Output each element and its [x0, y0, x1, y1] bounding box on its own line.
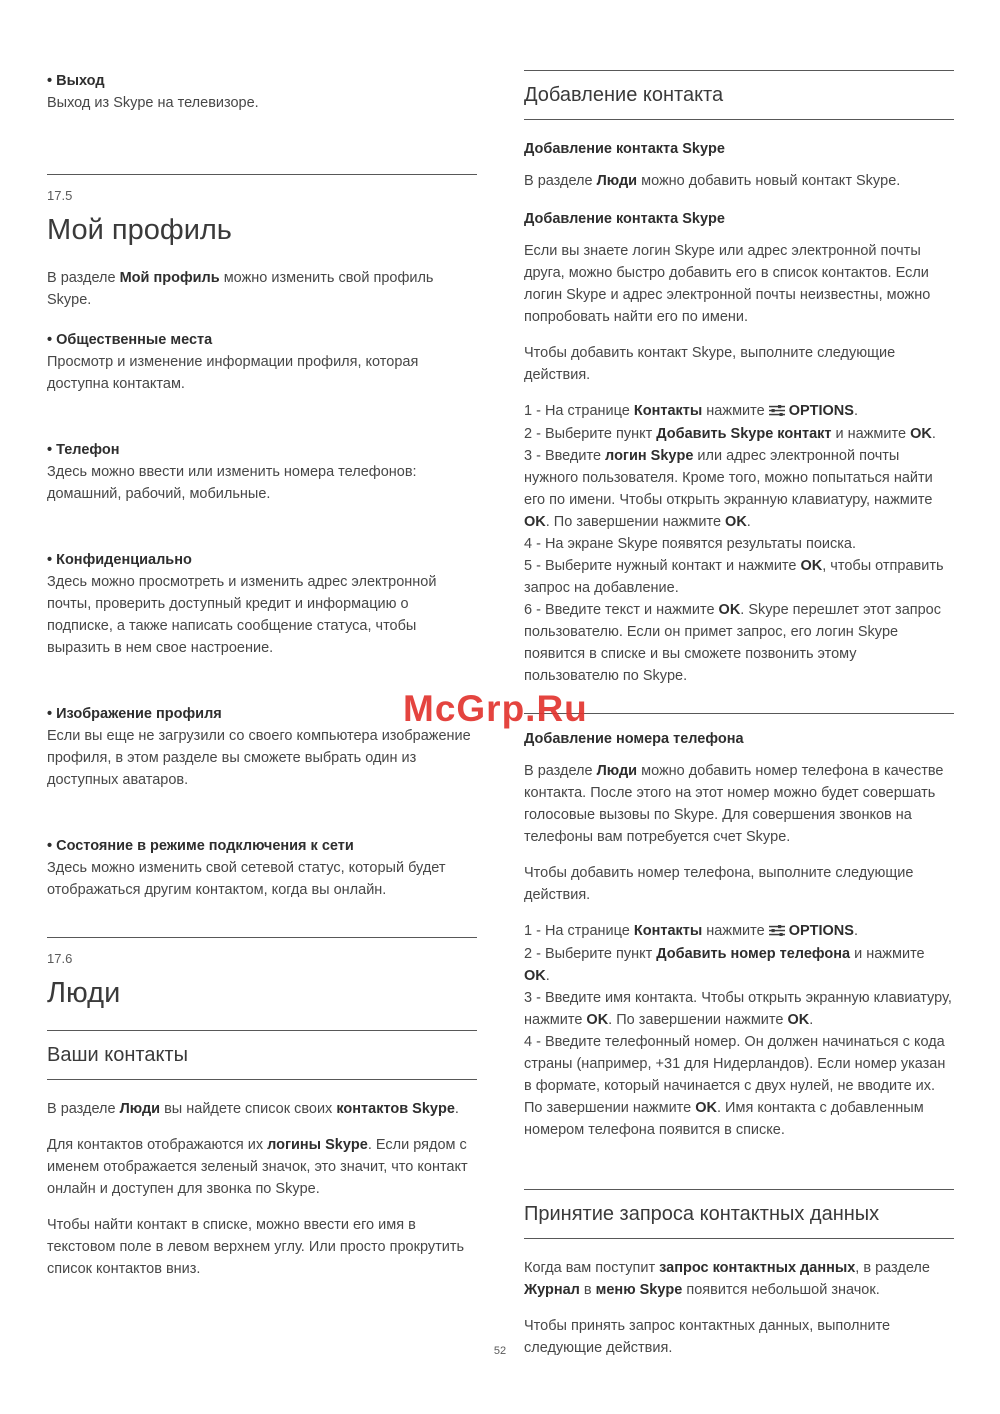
bullet-item-title: • Конфиденциально [47, 552, 192, 568]
subheading-add-skype-contact: Добавление контакта Skype [524, 211, 725, 227]
step: 6 - Введите текст и нажмите OK. Skype перешлет этот запрос пользователю. Если он примет запрос, его логин Skype появится в списке и вы сможете позвонить этому пользователю по Skype. [524, 602, 941, 684]
bullet-item-title: • Телефон [47, 442, 120, 458]
section-17-6 [47, 937, 477, 1280]
bullet-item-body: Выход из Skype на телевизоре. [47, 95, 259, 111]
step: 4 - Введите телефонный номер. Он должен начинаться с кода страны (например, +31 для Нидерландов). Если номер указан в формате, который начинается с двух нулей, не вводите их. По завершении нажмите OK. Имя контакта с добавленным номером телефона появится в списке. [524, 1034, 946, 1138]
section-title: Добавление контакта [524, 84, 724, 106]
subheading-add-phone-number: Добавление номера телефона [524, 731, 744, 747]
paragraph: Для контактов отображаются их логины Skype. Если рядом с именем отображается зеленый значок, это значит, что контакт онлайн и доступен для звонка по Skype. [47, 1137, 468, 1197]
step: 2 - Выберите пункт Добавить номер телефона и нажмите OK. [524, 946, 925, 984]
section-17-5 [47, 174, 477, 901]
step: 3 - Введите логин Skype или адрес электронной почты нужного пользователя. Кроме того, можно попытаться найти его по имени. Чтобы открыть экранную клавиатуру, нажмите OK. По завершении нажмите OK. [524, 448, 933, 530]
subheading-add-skype-contact: Добавление контакта Skype [524, 141, 725, 157]
exit-item [47, 70, 477, 114]
profile-item [47, 835, 477, 901]
heading-accept-request-block [524, 1189, 954, 1239]
options-icon [769, 401, 785, 423]
left-column [47, 70, 477, 1294]
subsection-your-contacts [47, 1030, 477, 1080]
page-number: 52 [493, 1345, 507, 1357]
bullet-item-title: • Общественные места [47, 332, 213, 348]
step: 5 - Выберите нужный контакт и нажмите OK, чтобы отправить запрос на добавление. [524, 558, 944, 596]
profile-item [47, 549, 477, 659]
section-add-phone [524, 713, 954, 1141]
options-icon [769, 921, 785, 943]
section-accept-request [524, 1189, 954, 1359]
step: 3 - Введите имя контакта. Чтобы открыть экранную клавиатуру, нажмите OK. По завершении нажмите OK. [524, 990, 952, 1028]
chapter-number: 17.6 [47, 951, 73, 966]
bullet-item-title: • Изображение профиля [47, 706, 222, 722]
chapter-number: 17.5 [47, 188, 73, 203]
paragraph: Чтобы принять запрос контактных данных, выполните следующие действия. [524, 1318, 891, 1356]
step [524, 920, 954, 943]
divider [47, 937, 477, 938]
section-add-contact [524, 70, 954, 687]
paragraph: В разделе Люди можно добавить новый контакт Skype. [524, 173, 901, 189]
bullet-item-body: Если вы еще не загрузили со своего компьютера изображение профиля, в этом разделе вы сможете выбрать один из доступных аватаров. [47, 728, 471, 788]
section-title: Принятие запроса контактных данных [524, 1203, 880, 1225]
paragraph: В разделе Люди можно добавить номер телефона в качестве контакта. После этого на этот номер можно будет совершать голосовые вызовы по Skype. Для совершения звонков на телефоны вам потребуется счет Skype. [524, 763, 944, 845]
paragraph: Чтобы добавить номер телефона, выполните следующие действия. [524, 865, 914, 903]
step: 4 - На экране Skype появятся результаты поиска. [524, 536, 857, 552]
paragraph: Чтобы найти контакт в списке, можно ввести его имя в текстовом поле в левом верхнем углу. Или просто прокрутить список контактов вниз. [47, 1217, 465, 1277]
bullet-item-title: • Состояние в режиме подключения к сети [47, 838, 354, 854]
right-column [524, 70, 954, 1373]
bullet-item-body: Просмотр и изменение информации профиля, которая доступна контактам. [47, 354, 419, 392]
paragraph: В разделе Мой профиль можно изменить свой профиль Skype. [47, 270, 434, 308]
step-text: 1 - На странице Контакты нажмите [524, 923, 765, 939]
profile-item [47, 329, 477, 395]
paragraph: Если вы знаете логин Skype или адрес электронной почты друга, можно быстро добавить его в список контактов. Если логин Skype и адрес электронной почты неизвестны, можно попробовать найти его по имени. [524, 243, 931, 325]
steps-add-contact [524, 400, 954, 687]
chapter-title: Мой профиль [47, 214, 232, 246]
bullet-item-title: • Выход [47, 73, 105, 89]
step-text: OPTIONS. [788, 403, 858, 419]
step-text: 1 - На странице Контакты нажмите [524, 403, 765, 419]
divider [524, 713, 954, 714]
watermark: McGrp.Ru [403, 688, 588, 729]
divider [47, 174, 477, 175]
step: 2 - Выберите пункт Добавить Skype контакт и нажмите OK. [524, 426, 936, 442]
bullet-item-body: Здесь можно ввести или изменить номера телефонов: домашний, рабочий, мобильные. [47, 464, 417, 502]
steps-add-phone [524, 920, 954, 1141]
spacer [524, 1167, 954, 1189]
step-text: OPTIONS. [788, 923, 858, 939]
paragraph: В разделе Люди вы найдете список своих контактов Skype. [47, 1101, 459, 1117]
profile-item [47, 439, 477, 505]
chapter-title: Люди [47, 977, 121, 1009]
paragraph: Когда вам поступит запрос контактных данных, в разделе Журнал в меню Skype появится небольшой значок. [524, 1260, 930, 1298]
subsection-title: Ваши контакты [47, 1044, 188, 1066]
bullet-item-body: Здесь можно просмотреть и изменить адрес электронной почты, проверить доступный кредит и информацию о подписке, а также написать сообщение статуса, чтобы выразить в нем свое настроение. [47, 574, 437, 656]
step [524, 400, 954, 423]
bullet-item-body: Здесь можно изменить свой сетевой статус, который будет отображаться другим контактом, когда вы онлайн. [47, 860, 446, 898]
heading-add-contact-block [524, 70, 954, 120]
paragraph: Чтобы добавить контакт Skype, выполните следующие действия. [524, 345, 896, 383]
